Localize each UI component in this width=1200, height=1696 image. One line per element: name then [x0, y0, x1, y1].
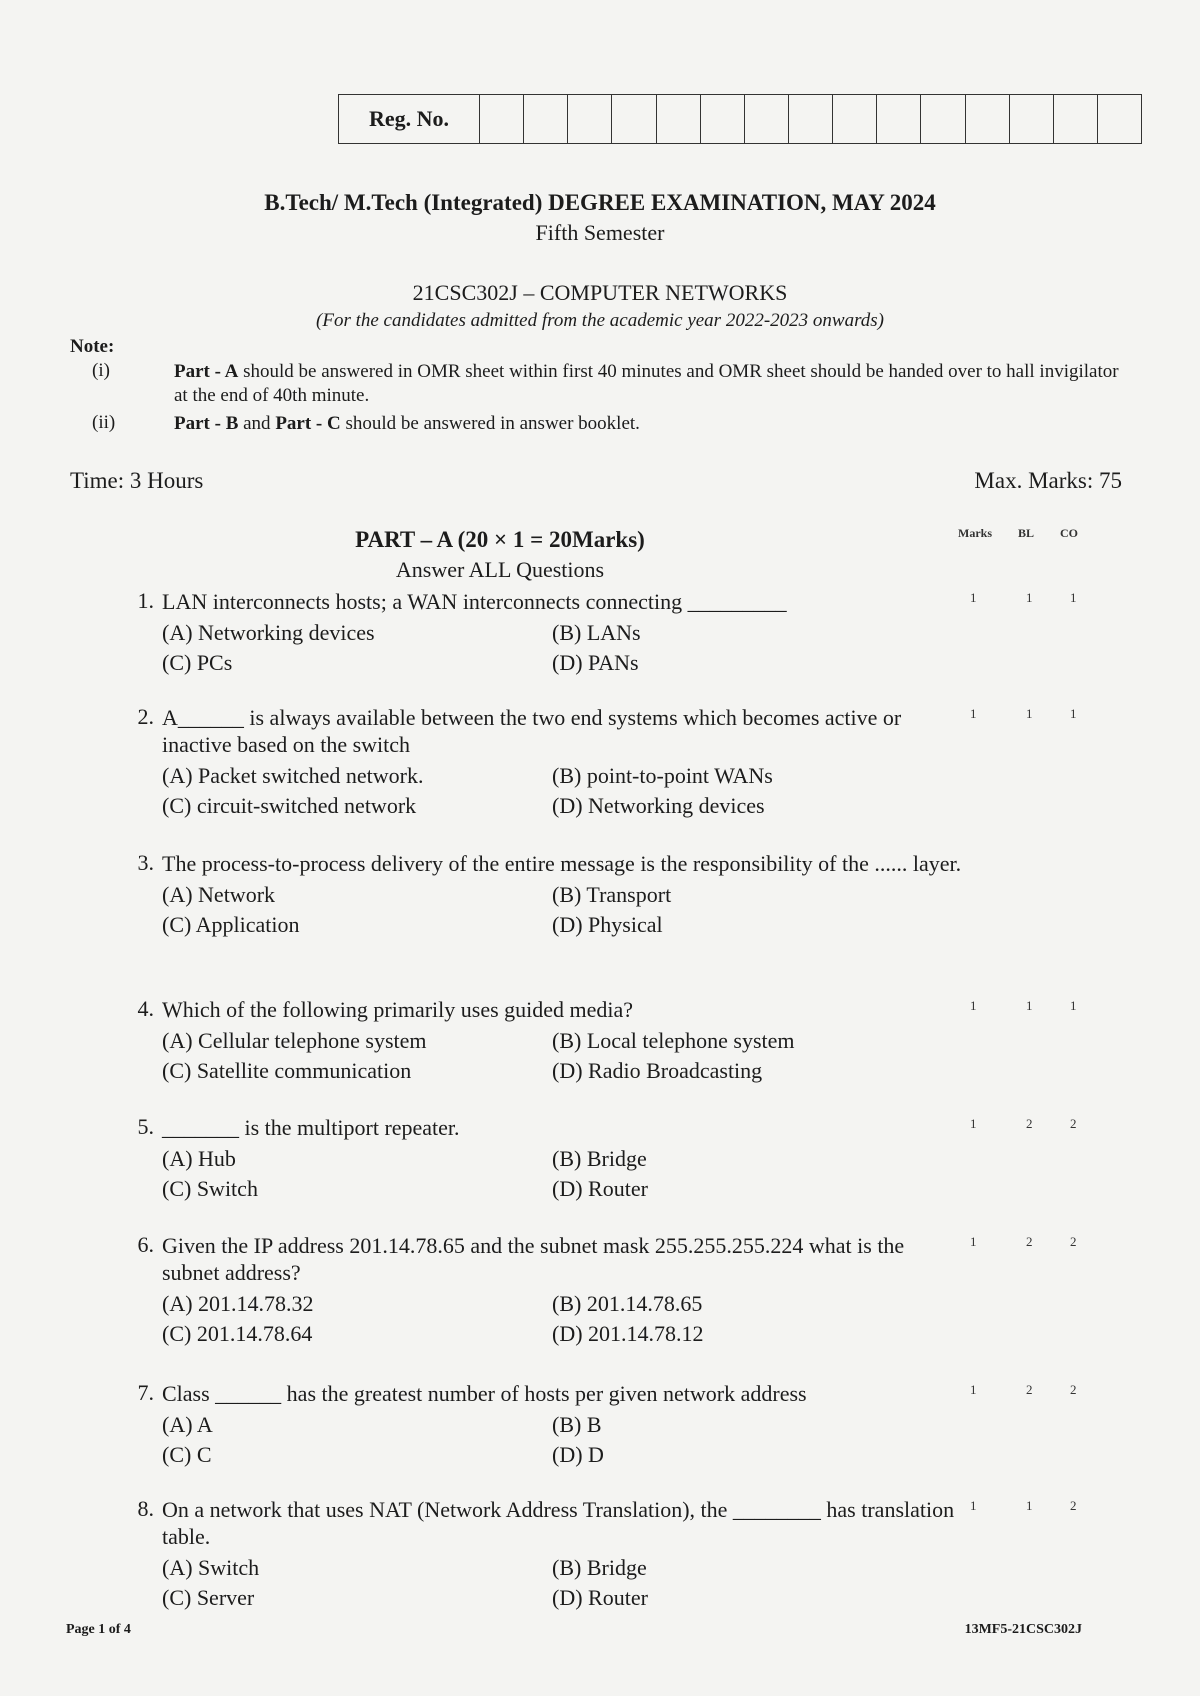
option-c: (C) PCs	[162, 650, 233, 675]
option-c: (C) C	[162, 1442, 212, 1467]
question-number: 2.	[137, 704, 154, 729]
question-co: 2	[1070, 1498, 1077, 1513]
question	[120, 1496, 1120, 1612]
question	[120, 704, 1120, 820]
question-bl: 2	[1026, 1382, 1033, 1397]
question-bl: 1	[1026, 590, 1033, 605]
question-marks: 1	[970, 1234, 977, 1249]
option-d: (D) D	[552, 1442, 604, 1467]
option-b: (B) Transport	[552, 882, 672, 907]
option-c: (C) 201.14.78.64	[162, 1321, 313, 1346]
paper-code: 13MF5-21CSC302J	[964, 1622, 1082, 1637]
option-a: (A) Networking devices	[162, 620, 375, 645]
note-body: should be answered in answer booklet.	[340, 413, 640, 434]
question	[120, 588, 1120, 677]
reg-no-cell	[524, 95, 568, 143]
page-number: Page 1 of 4	[66, 1622, 131, 1637]
exam-title: B.Tech/ M.Tech (Integrated) DEGREE EXAMINATION, MAY 2024	[264, 190, 936, 215]
question-co: 1	[1070, 590, 1077, 605]
reg-no-cell	[789, 95, 833, 143]
question-number: 7.	[137, 1380, 154, 1405]
question-marks: 1	[970, 1382, 977, 1397]
question-marks: 1	[970, 1116, 977, 1131]
question	[120, 1232, 1120, 1348]
option-b: (B) 201.14.78.65	[552, 1291, 703, 1316]
reg-no-cell	[1010, 95, 1054, 143]
question-co: 1	[1070, 706, 1077, 721]
option-b: (B) Bridge	[552, 1555, 647, 1580]
question-number: 6.	[137, 1232, 154, 1257]
option-d: (D) Router	[552, 1176, 648, 1201]
option-a: (A) 201.14.78.32	[162, 1291, 314, 1316]
question-bl: 1	[1026, 706, 1033, 721]
question-text: The process-to-process delivery of the entire message is the responsibility of the ...... layer.	[162, 851, 962, 876]
option-c: (C) Application	[162, 912, 300, 937]
note-bold: Part - B	[174, 413, 239, 434]
question-number: 1.	[137, 588, 154, 613]
reg-no-cell	[1054, 95, 1098, 143]
course-title: 21CSC302J – COMPUTER NETWORKS	[412, 280, 788, 305]
question	[120, 1380, 1120, 1469]
option-a: (A) Hub	[162, 1146, 236, 1171]
reg-no-cells	[480, 95, 1141, 143]
option-d: (D) Physical	[552, 912, 663, 937]
note-number: (i)	[92, 360, 110, 381]
question-text: Which of the following primarily uses guided media?	[162, 997, 634, 1022]
reg-no-cell	[877, 95, 921, 143]
column-header-marks: Marks	[958, 526, 992, 540]
question	[120, 850, 1120, 939]
reg-no-cell	[1098, 95, 1141, 143]
question-number: 3.	[137, 850, 154, 875]
note-body: should be answered in OMR sheet within first 40 minutes and OMR sheet should be handed over to hall invigilator at the end of 40th minute.	[174, 361, 1119, 406]
note-bold: Part - A	[174, 361, 239, 382]
reg-no-cell	[480, 95, 524, 143]
option-b: (B) point-to-point WANs	[552, 763, 773, 788]
admission-note: (For the candidates admitted from the academic year 2022-2023 onwards)	[316, 310, 884, 331]
option-b: (B) Bridge	[552, 1146, 647, 1171]
question-marks: 1	[970, 998, 977, 1013]
question-marks: 1	[970, 1498, 977, 1513]
option-b: (B) B	[552, 1412, 602, 1437]
question-text: _______ is the multiport repeater.	[162, 1115, 460, 1140]
reg-no-cell	[745, 95, 789, 143]
note-text	[174, 360, 1132, 408]
reg-no-cell	[921, 95, 965, 143]
question-text: LAN interconnects hosts; a WAN interconnects connecting _________	[162, 589, 787, 614]
question-co: 1	[1070, 998, 1077, 1013]
reg-no-cell	[701, 95, 745, 143]
question-co: 2	[1070, 1382, 1077, 1397]
exam-duration: Time: 3 Hours	[70, 468, 204, 493]
question-marks: 1	[970, 590, 977, 605]
question	[120, 996, 1120, 1085]
semester: Fifth Semester	[535, 220, 665, 245]
option-a: (A) Network	[162, 882, 276, 907]
option-c: (C) Switch	[162, 1176, 258, 1201]
option-a: (A) Packet switched network.	[162, 763, 424, 788]
note-mid: and	[238, 413, 276, 434]
note-heading: Note:	[70, 336, 115, 357]
question-bl: 2	[1026, 1116, 1033, 1131]
reg-no-cell	[568, 95, 612, 143]
question-number: 8.	[137, 1496, 154, 1521]
option-d: (D) Radio Broadcasting	[552, 1058, 763, 1083]
option-c: (C) Satellite communication	[162, 1058, 412, 1083]
column-header-bl: BL	[1018, 526, 1035, 540]
option-d: (D) Router	[552, 1585, 648, 1610]
question-text: A______ is always available between the two end systems which becomes active or inactive based on the switch	[162, 705, 902, 757]
question-text: On a network that uses NAT (Network Address Translation), the ________ has translation table.	[162, 1497, 955, 1549]
note-item	[92, 412, 1132, 436]
reg-no-cell	[966, 95, 1010, 143]
question-co: 2	[1070, 1116, 1077, 1131]
option-a: (A) Cellular telephone system	[162, 1028, 427, 1053]
question	[120, 1114, 1120, 1203]
reg-no-box	[338, 94, 1142, 144]
note-number: (ii)	[92, 412, 116, 433]
note-item	[92, 360, 1132, 408]
option-a: (A) A	[162, 1412, 213, 1437]
option-d: (D) Networking devices	[552, 793, 765, 818]
reg-no-cell	[833, 95, 877, 143]
option-b: (B) LANs	[552, 620, 641, 645]
option-d: (D) PANs	[552, 650, 639, 675]
reg-no-cell	[612, 95, 656, 143]
question-text: Class ______ has the greatest number of hosts per given network address	[162, 1381, 807, 1406]
question-bl: 2	[1026, 1234, 1033, 1249]
reg-no-cell	[657, 95, 701, 143]
question-co: 2	[1070, 1234, 1077, 1249]
question-marks: 1	[970, 706, 977, 721]
max-marks: Max. Marks: 75	[974, 468, 1122, 493]
part-a-instruction: Answer ALL Questions	[395, 557, 605, 582]
question-text: Given the IP address 201.14.78.65 and the subnet mask 255.255.255.224 what is the subnet address?	[162, 1233, 905, 1285]
question-number: 4.	[137, 996, 154, 1021]
option-b: (B) Local telephone system	[552, 1028, 795, 1053]
column-header-co: CO	[1060, 526, 1078, 540]
option-c: (C) Server	[162, 1585, 255, 1610]
option-a: (A) Switch	[162, 1555, 260, 1580]
reg-no-label: Reg. No.	[339, 95, 480, 143]
note-text	[174, 412, 1132, 436]
part-a-heading: PART – A (20 × 1 = 20Marks)	[355, 527, 645, 552]
option-c: (C) circuit-switched network	[162, 793, 417, 818]
option-d: (D) 201.14.78.12	[552, 1321, 704, 1346]
question-bl: 1	[1026, 1498, 1033, 1513]
question-bl: 1	[1026, 998, 1033, 1013]
question-number: 5.	[137, 1114, 154, 1139]
note-bold: Part - C	[275, 413, 341, 434]
